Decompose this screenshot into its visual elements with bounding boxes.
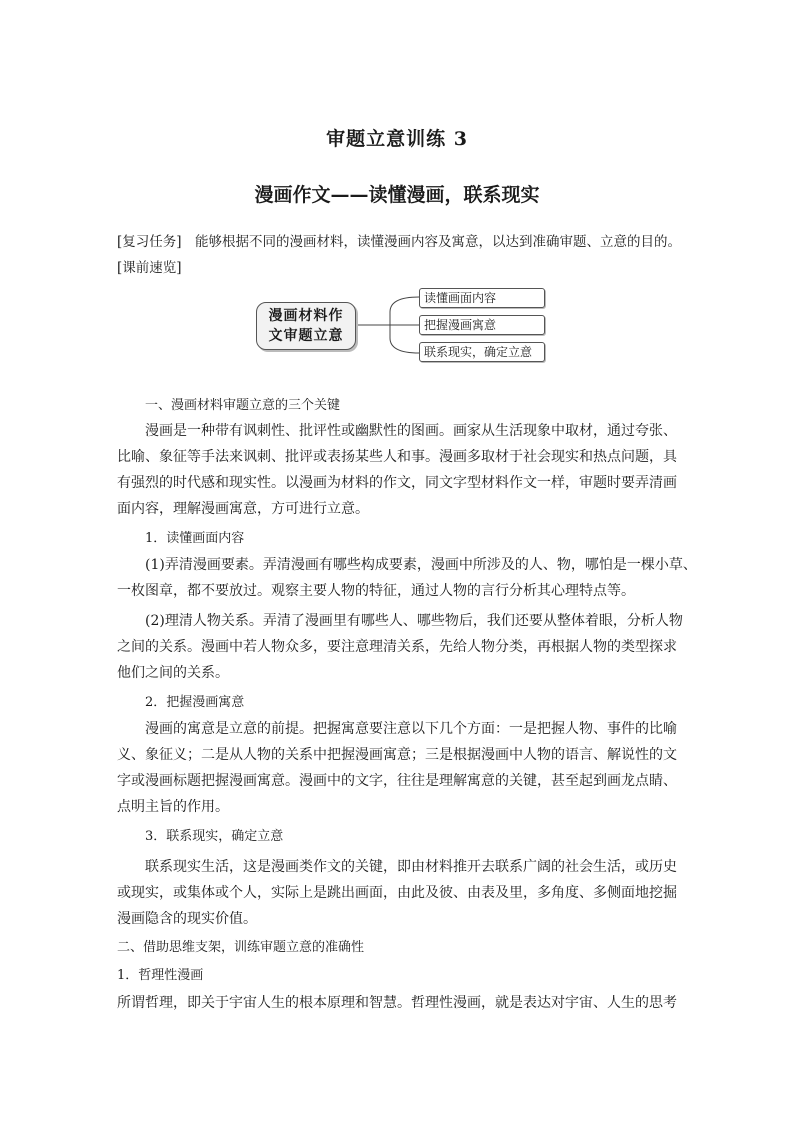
subsection-heading: 1．读懂画面内容 <box>145 531 245 546</box>
mind-map-branch-2: 把握漫画寓意 <box>419 315 545 335</box>
paragraph-line: 比喻、象征等手法来讽刺、批评或表扬某些人和事。漫画多取材于社会现实和热点问题，具 <box>117 449 677 465</box>
paragraph-line: 漫画是一种带有讽刺性、批评性或幽默性的图画。画家从生活现象中取材，通过夸张、 <box>145 423 677 439</box>
paragraph-line: 义、象征义；二是从人物的关系中把握漫画寓意；三是根据漫画中人物的语言、解说性的文 <box>117 747 677 763</box>
mind-map-branch-3: 联系现实，确定立意 <box>419 342 545 362</box>
paragraph-line: (2)理清人物关系。弄清了漫画里有哪些人、哪些物后，我们还要从整体着眼，分析人物 <box>145 613 683 629</box>
paragraph-line: 他们之间的关系。 <box>117 665 229 681</box>
paragraph-line: 或现实，或集体或个人，实际上是跳出画面，由此及彼、由表及里，多角度、多侧面地挖掘 <box>117 885 677 901</box>
subsection-heading: 3．联系现实，确定立意 <box>145 829 284 844</box>
review-task: [复习任务] 能够根据不同的漫画材料，读懂漫画内容及寓意，以达到准确审题、立意的目的。 <box>117 234 682 250</box>
mind-map-diagram <box>250 284 550 364</box>
paragraph-line: 漫画隐含的现实价值。 <box>117 911 257 927</box>
paragraph-line: 面内容，理解漫画寓意，方可进行立意。 <box>117 501 369 517</box>
paragraph-line: 有强烈的时代感和现实性。以漫画为材料的作文，同文字型材料作文一样，审题时要弄清画 <box>117 475 677 491</box>
section-heading: 二、借助思维支架，训练审题立意的准确性 <box>117 940 365 955</box>
paragraph-line: 之间的关系。漫画中若人物众多，要注意理清关系，先给人物分类，再根据人物的类型探求 <box>117 639 677 655</box>
section-heading: 一、漫画材料审题立意的三个关键 <box>145 398 341 413</box>
subsection-heading: 2．把握漫画寓意 <box>145 695 245 710</box>
paragraph-line: 点明主旨的作用。 <box>117 799 229 815</box>
preview-label: [课前速览] <box>117 260 182 276</box>
paragraph-line: 漫画的寓意是立意的前提。把握寓意要注意以下几个方面：一是把握人物、事件的比喻 <box>145 721 677 737</box>
mind-map-root: 漫画材料作文审题立意 <box>256 302 356 350</box>
mind-map-branch-1: 读懂画面内容 <box>419 288 545 308</box>
paragraph-line: (1)弄清漫画要素。弄清漫画有哪些构成要素，漫画中所涉及的人、物，哪怕是一棵小草、 <box>145 557 697 573</box>
paragraph-line: 联系现实生活，这是漫画类作文的关键，即由材料推开去联系广阔的社会生活，或历史 <box>145 859 677 875</box>
page-subtitle: 漫画作文——读懂漫画，联系现实 <box>254 184 540 206</box>
paragraph-line: 一枚图章，都不要放过。观察主要人物的特征，通过人物的言行分析其心理特点等。 <box>117 583 635 599</box>
paragraph-line: 字或漫画标题把握漫画寓意。漫画中的文字，往往是理解寓意的关键，甚至起到画龙点睛、 <box>117 773 677 789</box>
paragraph-line: 所谓哲理，即关于宇宙人生的根本原理和智慧。哲理性漫画，就是表达对宇宙、人生的思考 <box>117 995 677 1011</box>
page-title: 审题立意训练 3 <box>326 128 468 150</box>
subsection-heading: 1．哲理性漫画 <box>117 968 204 983</box>
